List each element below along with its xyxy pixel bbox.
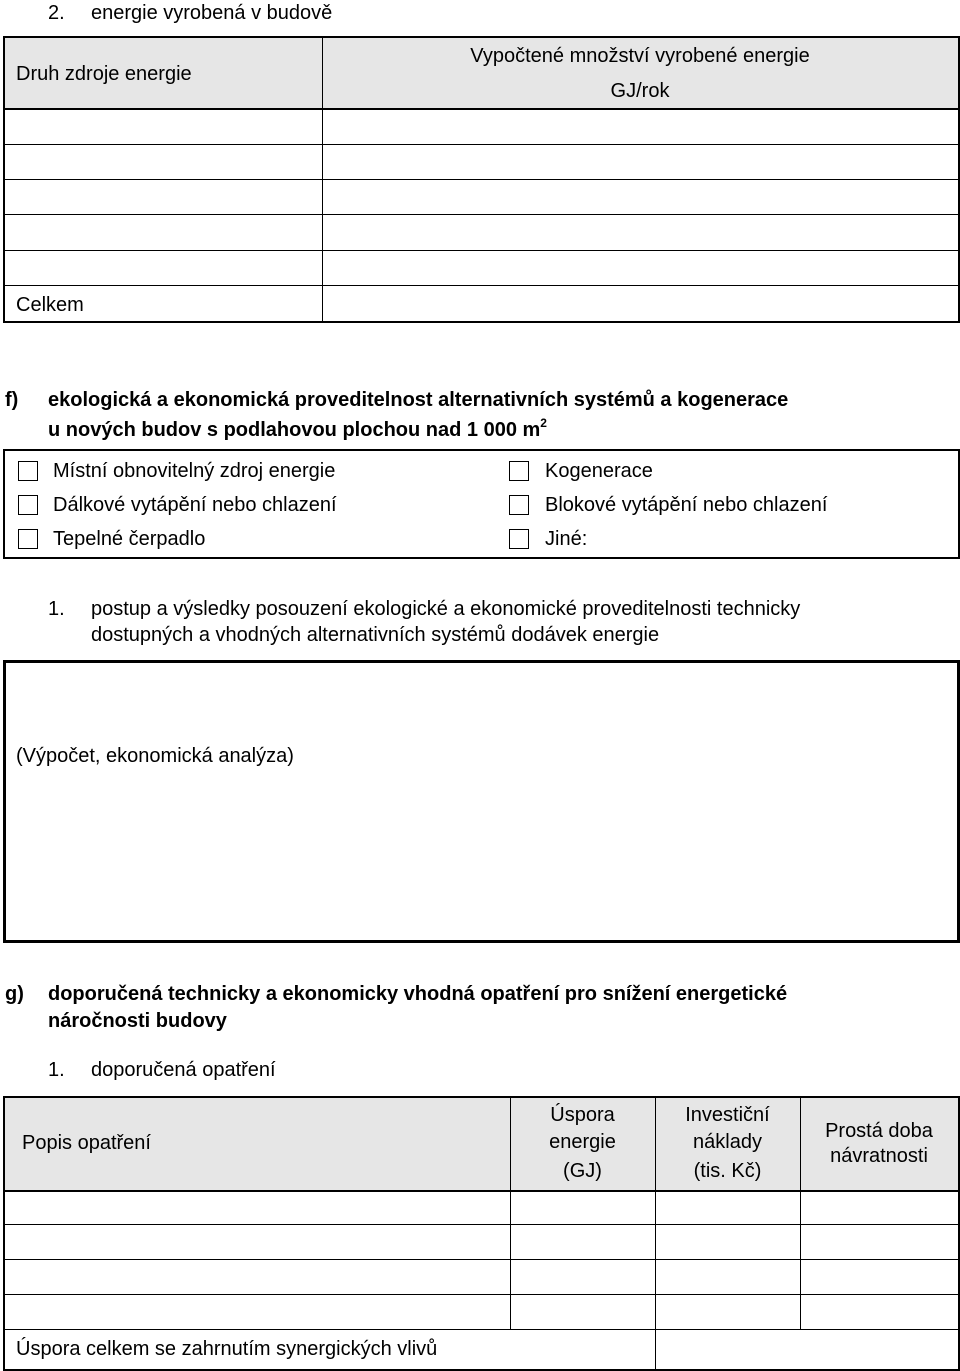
table-row-divider	[4, 108, 958, 110]
option-label: Kogenerace	[545, 460, 653, 482]
section-g-title-line2: náročnosti budovy	[48, 1010, 227, 1032]
column-header-energy-savings-1: Úspora	[550, 1104, 615, 1126]
option-label: Blokové vytápění nebo chlazení	[545, 494, 828, 516]
checkbox-district-heating[interactable]	[18, 495, 38, 515]
checkbox-local-renewable[interactable]	[18, 461, 38, 481]
section-g-title-line1: doporučená technicky a ekonomicky vhodná opatření pro snížení energetické	[48, 983, 788, 1005]
option-label: Místní obnovitelný zdroj energie	[53, 460, 336, 482]
column-header-payback-2: návratnosti	[830, 1145, 928, 1167]
section-2-number: 2.	[48, 2, 65, 24]
section-f-letter: f)	[5, 389, 19, 411]
table-row-divider	[4, 285, 958, 286]
section-f-item1-number: 1.	[48, 598, 65, 620]
checkbox-other[interactable]	[509, 529, 529, 549]
option-label: Tepelné čerpadlo	[53, 528, 206, 550]
column-header-description: Popis opatření	[22, 1132, 151, 1154]
table-row-divider	[4, 1294, 958, 1295]
column-header-energy-savings-3: (GJ)	[563, 1160, 602, 1182]
column-header-energy-amount: Vypočtené množství vyrobené energie	[470, 45, 810, 67]
section-g-letter: g)	[5, 983, 24, 1005]
column-header-investment-3: (tis. Kč)	[693, 1160, 762, 1182]
table-column-divider	[655, 1329, 656, 1369]
table-row-divider	[4, 1224, 958, 1225]
table-row-divider	[4, 1329, 958, 1330]
table-row-divider	[4, 179, 958, 180]
table-row-divider	[4, 1259, 958, 1260]
table-total-label: Úspora celkem se zahrnutím synergických vlivů	[16, 1338, 438, 1360]
table-total-label: Celkem	[16, 294, 84, 316]
calculation-box[interactable]	[3, 660, 960, 943]
column-header-investment-1: Investiční	[685, 1104, 770, 1126]
section-g-item1-number: 1.	[48, 1059, 65, 1081]
option-label: Dálkové vytápění nebo chlazení	[53, 494, 337, 516]
checkbox-cogeneration[interactable]	[509, 461, 529, 481]
checkbox-heat-pump[interactable]	[18, 529, 38, 549]
column-header-investment-2: náklady	[693, 1131, 762, 1153]
section-f-title-line1: ekologická a ekonomická proveditelnost alternativních systémů a kogenerace	[48, 389, 789, 411]
section-f-item1-line1: postup a výsledky posouzení ekologické a ekonomické proveditelnosti technicky	[91, 598, 801, 620]
section-g-item1-label: doporučená opatření	[91, 1059, 276, 1081]
calculation-placeholder: (Výpočet, ekonomická analýza)	[16, 745, 294, 767]
column-header-energy-savings-2: energie	[549, 1131, 616, 1153]
table-row-divider	[4, 214, 958, 215]
section-f-title-line2: u nových budov s podlahovou plochou nad 1 000 $m^2$	[48, 416, 547, 441]
checkbox-block-heating[interactable]	[509, 495, 529, 515]
column-header-unit: GJ/rok	[610, 80, 670, 102]
table-row-divider	[4, 250, 958, 251]
table-row-divider	[4, 144, 958, 145]
section-f-item1-line2: dostupných a vhodných alternativních systémů dodávek energie	[91, 624, 660, 646]
table-row-divider	[4, 1190, 958, 1192]
column-header-source-type: Druh zdroje energie	[16, 63, 192, 85]
option-label: Jiné:	[545, 528, 588, 550]
column-header-payback-1: Prostá doba	[825, 1120, 933, 1142]
section-2-title: energie vyrobená v budově	[91, 2, 333, 24]
